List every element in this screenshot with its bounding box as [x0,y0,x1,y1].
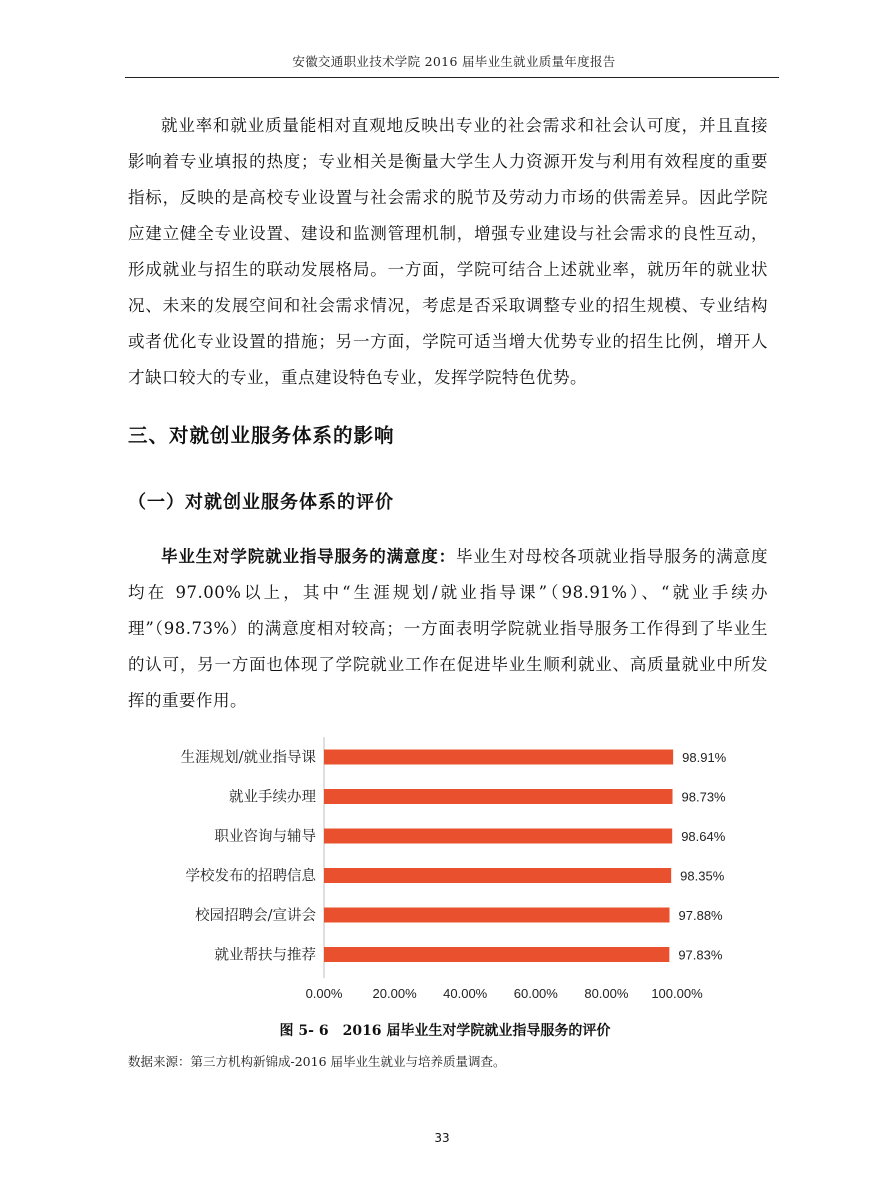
satisfaction-bar-chart [130,735,750,1015]
chart-x-tick-label: 0.00% [305,986,343,1001]
chart-data-label: 98.35% [680,868,725,884]
paragraph-lead: 毕业生对学院就业指导服务的满意度： [161,547,456,566]
paragraph-body: 毕业生对母校各项就业指导服务的满意度均在 97.00%以上，其中“生涯规划/就业指导课”（98.91%）、“就业手续办理”（98.73%）的满意度相对较高；一方面表明学院就业指导服务工作得到了毕业生的认可，另一方面也体现了学院就业工作在促进毕业生顺利就业、高质量就业中所发挥的重要作用。 [128,547,769,710]
chart-bar [324,908,670,923]
running-header: 安徽交通职业技术学院 2016 届毕业生就业质量年度报告 [292,54,616,69]
chart-data-label: 98.73% [681,789,726,805]
chart-category-label: 职业咨询与辅导 [214,829,316,845]
chart-x-tick-label: 80.00% [584,986,629,1001]
chart-data-label: 97.83% [678,947,723,963]
paragraph-satisfaction [128,539,768,719]
chart-category-label: 校园招聘会/宣讲会 [195,908,316,924]
chart-category-label: 生涯规划/就业指导课 [180,750,316,766]
chart-x-tick-label: 60.00% [513,986,558,1001]
chart-x-tick-label: 20.00% [372,986,417,1001]
section-heading: 三、对就创业服务体系的影响 [128,424,395,447]
chart-x-tick-label: 40.00% [443,986,488,1001]
subsection-heading: （一）对就创业服务体系的评价 [128,492,394,513]
chart-bar [324,868,671,883]
chart-bar [324,750,673,765]
chart-category-label: 学校发布的招聘信息 [185,868,316,885]
paragraph-employment-quality: 就业率和就业质量能相对直观地反映出专业的社会需求和社会认可度，并且直接影响着专业填报的热度；专业相关是衡量大学生人力资源开发与利用有效程度的重要指标，反映的是高校专业设置与社会需求的脱节及劳动力市场的供需差异。因此学院应建立健全专业设置、建设和监测管理机制，增强专业建设与社会需求的良性互动，形成就业与招生的联动发展格局。一方面，学院可结合上述就业率，就历年的就业状况、未来的发展空间和社会需求情况，考虑是否采取调整专业的招生规模、专业结构或者优化专业设置的措施；另一方面，学院可适当增大优势专业的招生比例，增开人才缺口较大的专业，重点建设特色专业，发挥学院特色优势。 [128,116,768,387]
chart-bar [324,789,673,804]
data-source-note: 数据来源：第三方机构新锦成-2016 届毕业生就业与培养质量调查。 [128,1054,506,1069]
chart-bar [324,947,669,962]
chart-data-label: 98.91% [682,750,727,765]
chart-category-label: 就业手续办理 [229,789,316,806]
header-rule [125,77,779,78]
chart-x-tick-label: 100.00% [651,986,703,1001]
chart-data-label: 97.88% [678,908,723,923]
chart-bar [324,829,672,844]
chart-data-label: 98.64% [681,829,726,844]
page-number: 33 [434,1131,450,1145]
chart-category-label: 就业帮扶与推荐 [214,947,316,964]
figure-caption: 图 5- 6 2016 届毕业生对学院就业指导服务的评价 [279,1023,611,1039]
